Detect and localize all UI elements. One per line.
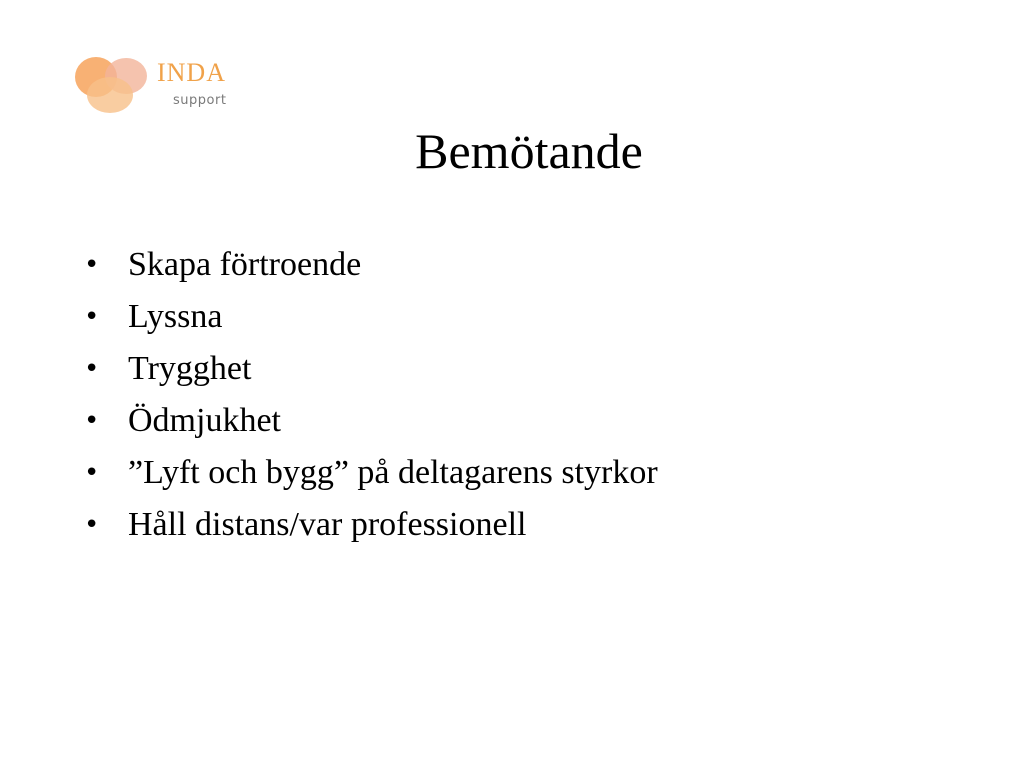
bullet-text: Håll distans/var professionell	[128, 506, 527, 543]
bullet-dot: •	[84, 458, 100, 488]
logo-blob-icon	[74, 50, 150, 116]
slide-title: Bemötande	[415, 123, 643, 179]
bullet-item	[84, 451, 658, 503]
bullet-item	[84, 399, 658, 451]
bullet-dot: •	[84, 250, 100, 280]
bullet-dot: •	[84, 354, 100, 384]
bullet-text: Lyssna	[128, 298, 223, 335]
bullet-list	[84, 243, 658, 555]
bullet-item	[84, 503, 658, 555]
bullet-item	[84, 295, 658, 347]
logo-tagline: support	[173, 93, 227, 108]
bullet-text: Ödmjukhet	[128, 402, 281, 439]
bullet-text: ”Lyft och bygg” på deltagarens styrkor	[128, 454, 658, 491]
bullet-dot: •	[84, 302, 100, 332]
bullet-dot: •	[84, 510, 100, 540]
bullet-dot: •	[84, 406, 100, 436]
inda-support-logo	[74, 50, 254, 116]
bullet-item	[84, 243, 658, 295]
bullet-text: Trygghet	[128, 350, 252, 387]
bullet-item	[84, 347, 658, 399]
bullet-text: Skapa förtroende	[128, 246, 362, 283]
logo-name: INDA	[157, 58, 226, 87]
